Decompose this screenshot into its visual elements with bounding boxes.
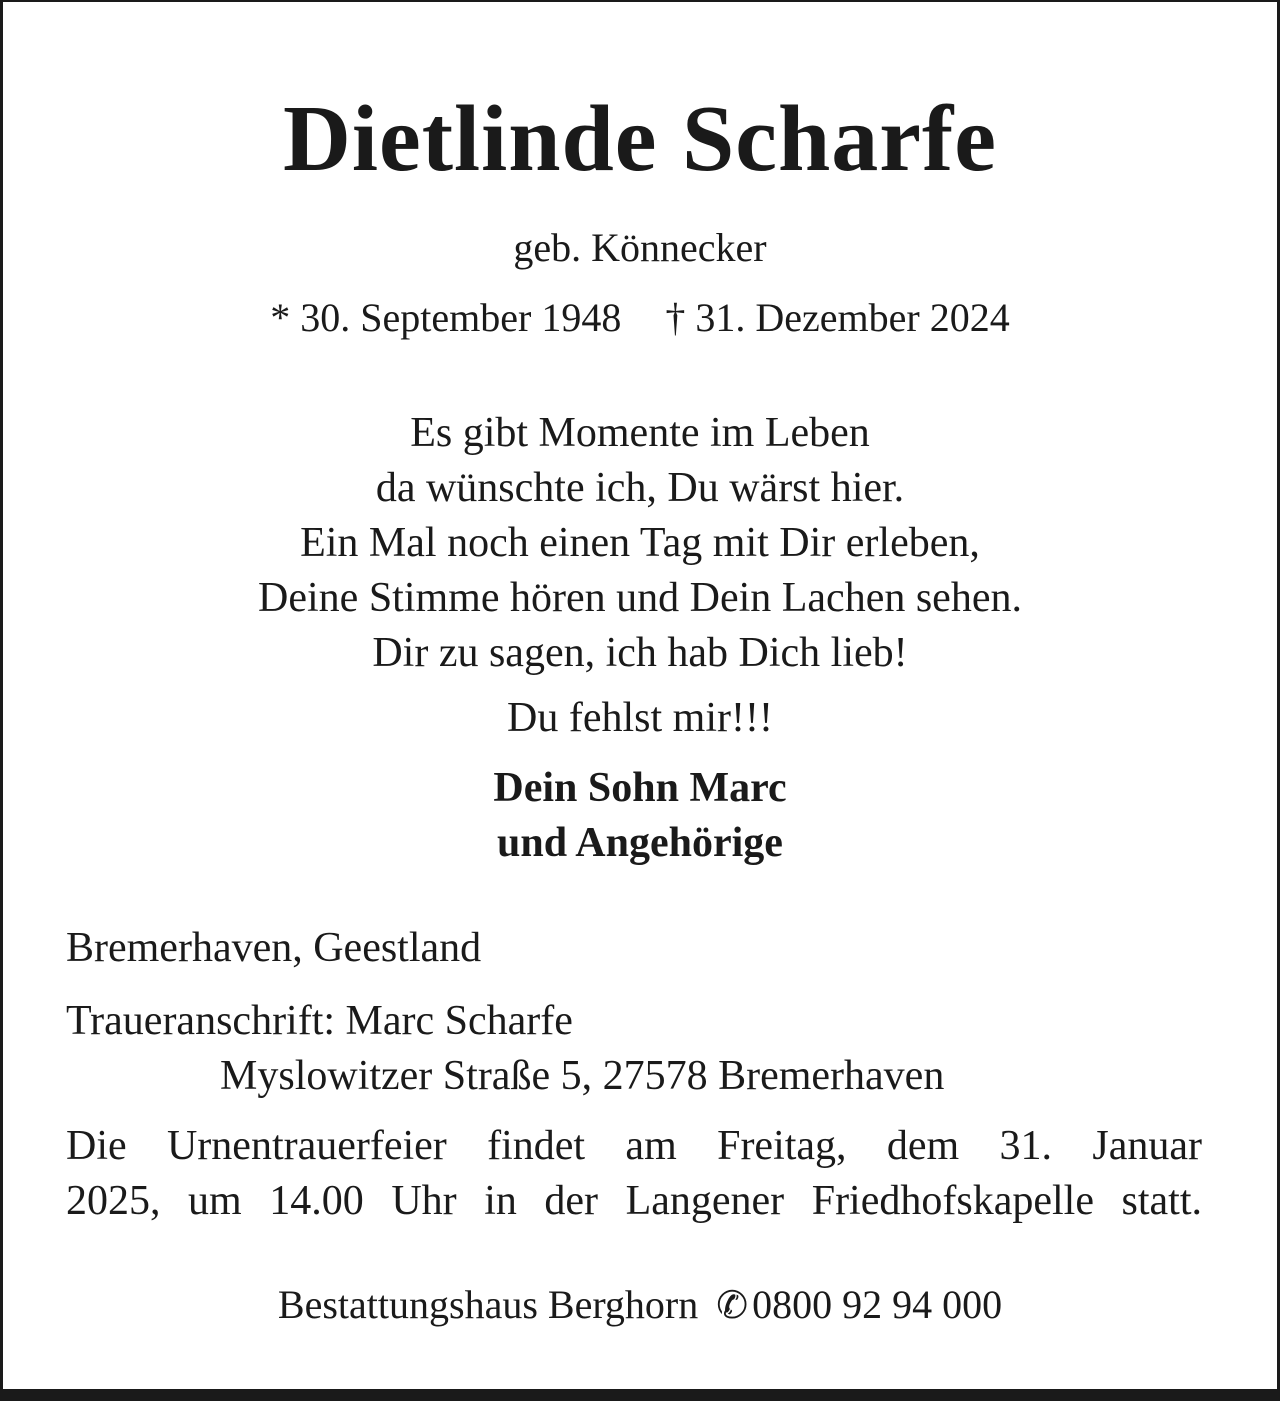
closing-line: Du fehlst mir!!!	[507, 695, 773, 741]
signature-line: und Angehörige	[497, 820, 783, 866]
birth-name: geb. Könnecker	[513, 225, 767, 270]
address-label: Traueranschrift: Marc Scharfe	[66, 998, 573, 1044]
death-date: † 31. Dezember 2024	[665, 295, 1010, 340]
poem-line: Ein Mal noch einen Tag mit Dir erleben,	[300, 520, 980, 566]
birth-date: * 30. September 1948	[270, 295, 622, 340]
poem-line: Es gibt Momente im Leben	[410, 410, 870, 456]
life-dates	[0, 295, 1280, 340]
undertaker-name: Bestattungshaus Berghorn	[277, 1282, 699, 1327]
poem-line: da wünschte ich, Du wärst hier.	[375, 465, 905, 511]
poem-line: Dir zu sagen, ich hab Dich lieb!	[372, 630, 908, 676]
address-line: Myslowitzer Straße 5, 27578 Bremerhaven	[220, 1053, 945, 1099]
ceremony-line: Die Urnentrauerfeier findet am Freitag, dem 31. Januar	[66, 1123, 1202, 1169]
places: Bremerhaven, Geestland	[66, 925, 482, 971]
undertaker-footer	[0, 1282, 1280, 1327]
poem-line: Deine Stimme hören und Dein Lachen sehen.	[258, 575, 1022, 621]
deceased-name: Dietlinde Scharfe	[282, 87, 998, 191]
signature-line: Dein Sohn Marc	[493, 765, 787, 811]
ceremony-line: 2025, um 14.00 Uhr in der Langener Friedhofskapelle statt.	[66, 1178, 1202, 1224]
phone-number: 0800 92 94 000	[752, 1282, 1003, 1327]
phone-icon: ✆	[716, 1285, 749, 1327]
